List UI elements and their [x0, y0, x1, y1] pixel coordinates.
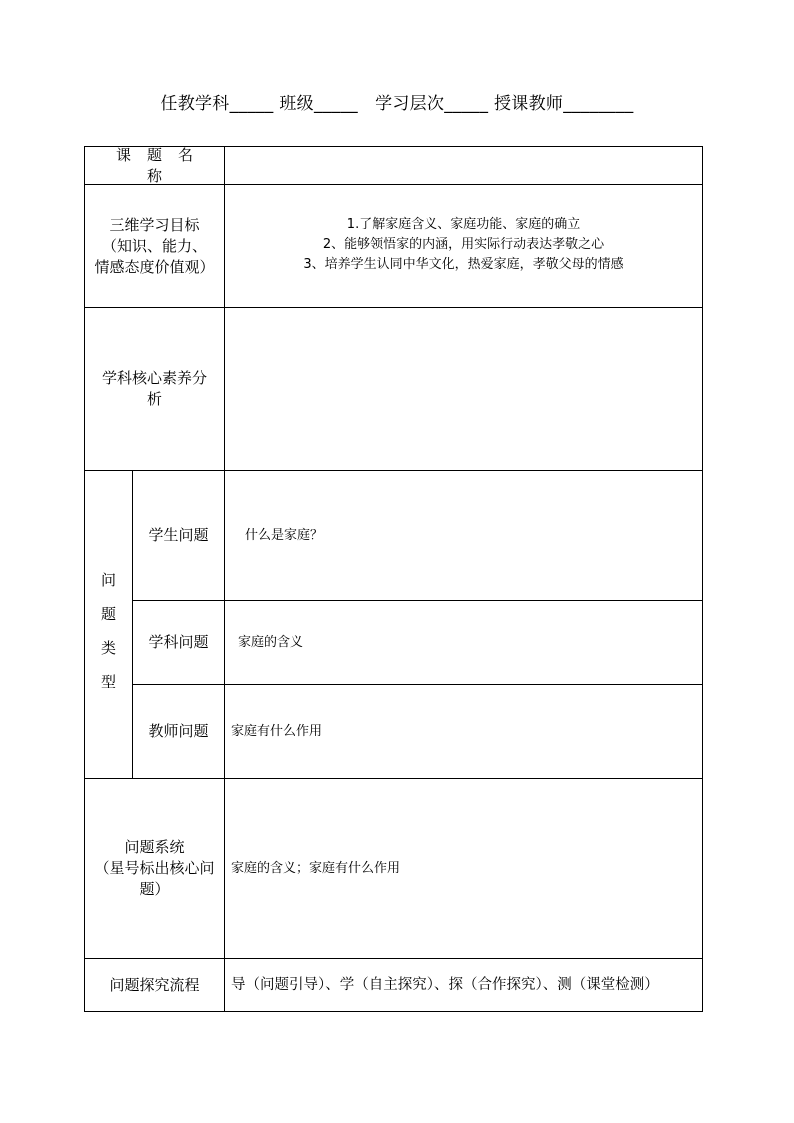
subject-blank[interactable]: _____	[229, 94, 274, 114]
question-system-label-line2: （星号标出核心问	[94, 859, 215, 877]
lesson-plan-table	[84, 146, 703, 1012]
question-system-label-cell	[85, 779, 224, 958]
goal-item: 2、能够领悟家的内涵，用实际行动表达孝敬之心	[322, 237, 605, 252]
question-system-value-cell[interactable]	[225, 779, 702, 958]
inquiry-process-label-cell	[85, 959, 224, 1011]
core-literacy-label-cell	[85, 308, 224, 470]
teacher-question-value-cell[interactable]	[225, 685, 702, 778]
goals-label-line1: 三维学习目标	[109, 215, 200, 234]
teacher-question-value: 家庭有什么作用	[231, 723, 323, 739]
student-question-value: 什么是家庭？	[245, 527, 324, 543]
subject-question-label-cell	[133, 601, 224, 684]
topic-value-cell[interactable]	[225, 147, 702, 184]
teacher-blank[interactable]: ________	[563, 94, 634, 114]
inquiry-process-label: 问题探究流程	[109, 975, 200, 994]
question-types-char: 问	[100, 570, 116, 589]
question-types-label-cell	[85, 471, 132, 778]
subject-label: 任教学科	[160, 94, 230, 114]
class-blank[interactable]: _____	[313, 94, 358, 114]
question-system-value: 家庭的含义；家庭有什么作用	[231, 860, 401, 876]
question-types-char: 题	[100, 604, 116, 623]
topic-label-cell	[85, 147, 224, 184]
question-system-label-line1: 问题系统	[124, 838, 185, 856]
goals-value-cell[interactable]	[225, 185, 702, 307]
teacher-question-label: 教师问题	[148, 722, 209, 740]
question-types-char: 类	[100, 638, 116, 657]
student-question-label-cell	[133, 471, 224, 600]
header-fields	[0, 92, 794, 116]
student-question-label: 学生问题	[148, 526, 209, 544]
question-system-label-line3: 题）	[139, 880, 170, 898]
goals-label-line2: （知识、能力、	[101, 236, 207, 255]
teacher-label: 授课教师	[493, 94, 564, 114]
level-label: 学习层次	[375, 94, 445, 114]
subject-question-value-cell[interactable]	[225, 601, 702, 684]
subject-question-value: 家庭的含义	[238, 634, 304, 650]
inquiry-process-value-cell[interactable]	[225, 959, 702, 1011]
core-literacy-label-line1: 学科核心素养分	[101, 369, 207, 387]
core-literacy-label-line2: 析	[146, 390, 162, 408]
level-blank[interactable]: _____	[444, 94, 489, 114]
topic-label: 课题名称	[115, 145, 209, 185]
teacher-question-label-cell	[133, 685, 224, 778]
question-types-char: 型	[100, 672, 116, 691]
core-literacy-value-cell[interactable]	[225, 308, 702, 470]
subject-question-label: 学科问题	[148, 633, 209, 651]
goals-label-line3: 情感态度价值观）	[94, 257, 215, 276]
inquiry-process-value: 导（问题引导）、学（自主探究）、探（合作探究）、测（课堂检测）	[231, 976, 659, 993]
class-label: 班级	[279, 94, 314, 114]
goal-item: 1.了解家庭含义、家庭功能、家庭的确立	[346, 217, 581, 232]
goals-label-cell	[85, 185, 224, 307]
student-question-value-cell[interactable]	[225, 471, 702, 600]
goal-item: 3、培养学生认同中华文化，热爱家庭，孝敬父母的情感	[303, 257, 624, 272]
